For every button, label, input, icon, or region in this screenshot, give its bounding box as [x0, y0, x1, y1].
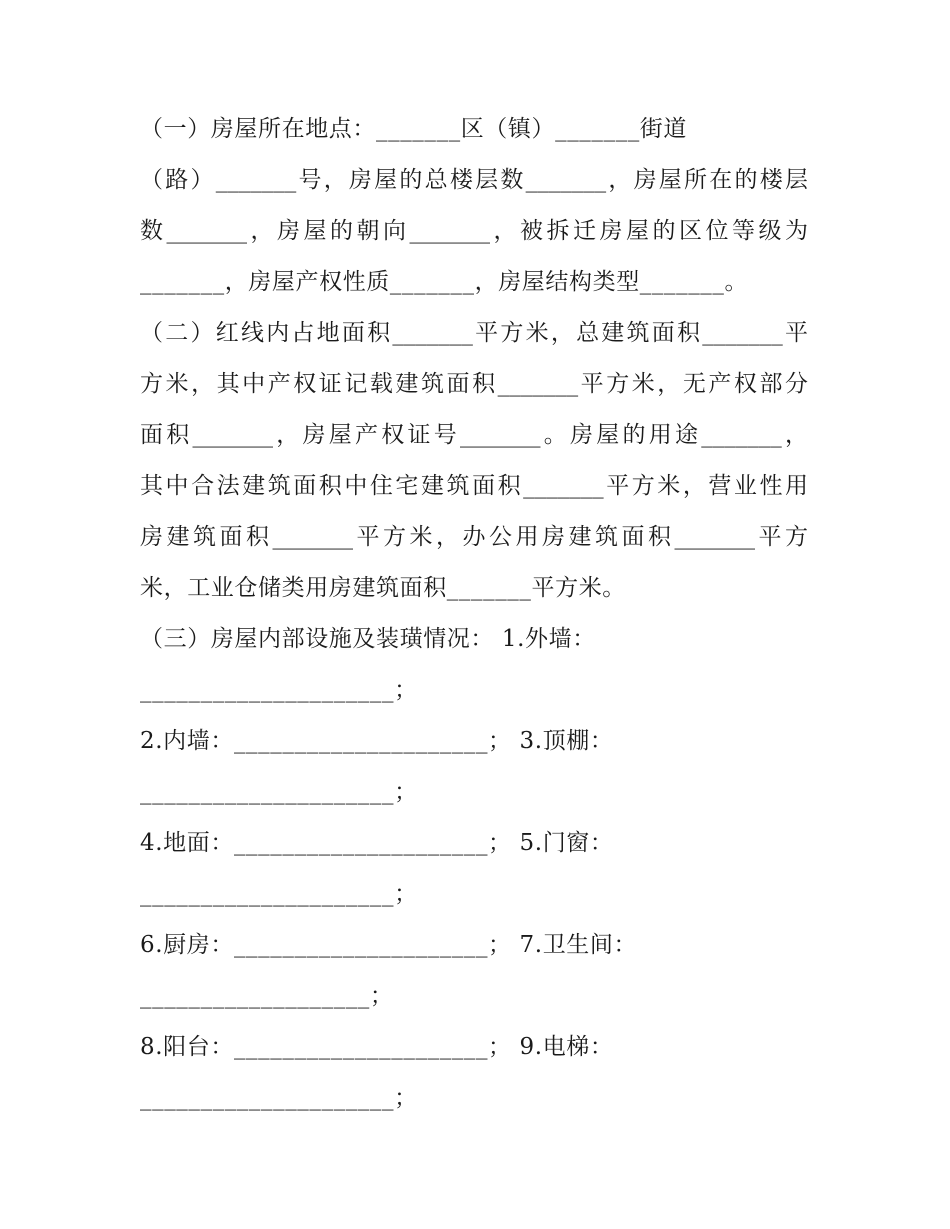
- line-text: 4.地面：_____________________； 5.门窗：: [140, 830, 614, 856]
- text-line: [140, 359, 808, 410]
- line-text: 方米，其中产权证记载建筑面积_______平方米，无产权部分: [140, 371, 808, 397]
- line-text: 面积_______，房屋产权证号_______。房屋的用途_______，: [140, 422, 808, 448]
- line-text: （一）房屋所在地点：_______区（镇）_______街道: [140, 116, 687, 142]
- text-line: [140, 1022, 808, 1073]
- line-text: （三）房屋内部设施及装璜情况： 1.外墙：: [140, 626, 596, 652]
- text-line: [140, 614, 808, 665]
- text-line: [140, 971, 808, 1022]
- text-line: [140, 818, 808, 869]
- text-line: [140, 257, 808, 308]
- text-line: [140, 104, 808, 155]
- text-line: [140, 461, 808, 512]
- text-line: [140, 1073, 808, 1124]
- text-line: [140, 155, 808, 206]
- line-text: 8.阳台：_____________________； 9.电梯：: [140, 1034, 614, 1060]
- line-text: 米，工业仓储类用房建筑面积_______平方米。: [140, 575, 626, 601]
- line-text: _____________________；: [140, 881, 418, 907]
- line-text: 其中合法建筑面积中住宅建筑面积_______平方米，营业性用: [140, 473, 808, 499]
- line-text: _____________________；: [140, 779, 418, 805]
- line-text: （二）红线内占地面积_______平方米，总建筑面积_______平: [140, 320, 808, 346]
- text-line: [140, 767, 808, 818]
- line-text: _____________________；: [140, 677, 418, 703]
- line-text: （路）_______号，房屋的总楼层数_______，房屋所在的楼层: [140, 167, 808, 193]
- line-text: 6.厨房：_____________________； 7.卫生间：: [140, 932, 638, 958]
- text-line: [140, 512, 808, 563]
- text-line: [140, 308, 808, 359]
- line-text: _______，房屋产权性质_______，房屋结构类型_______。: [140, 269, 749, 295]
- text-line: [140, 206, 808, 257]
- line-text: _____________________；: [140, 1085, 418, 1111]
- text-line: [140, 869, 808, 920]
- text-line: [140, 665, 808, 716]
- text-line: [140, 410, 808, 461]
- line-text: 2.内墙：_____________________； 3.顶棚：: [140, 728, 614, 754]
- text-line: [140, 563, 808, 614]
- line-text: 数_______，房屋的朝向_______，被拆迁房屋的区位等级为: [140, 218, 808, 244]
- document-body: [140, 104, 808, 1124]
- text-line: [140, 716, 808, 767]
- line-text: 房建筑面积_______平方米，办公用房建筑面积_______平方: [140, 524, 808, 550]
- text-line: [140, 920, 808, 971]
- line-text: ___________________；: [140, 983, 394, 1009]
